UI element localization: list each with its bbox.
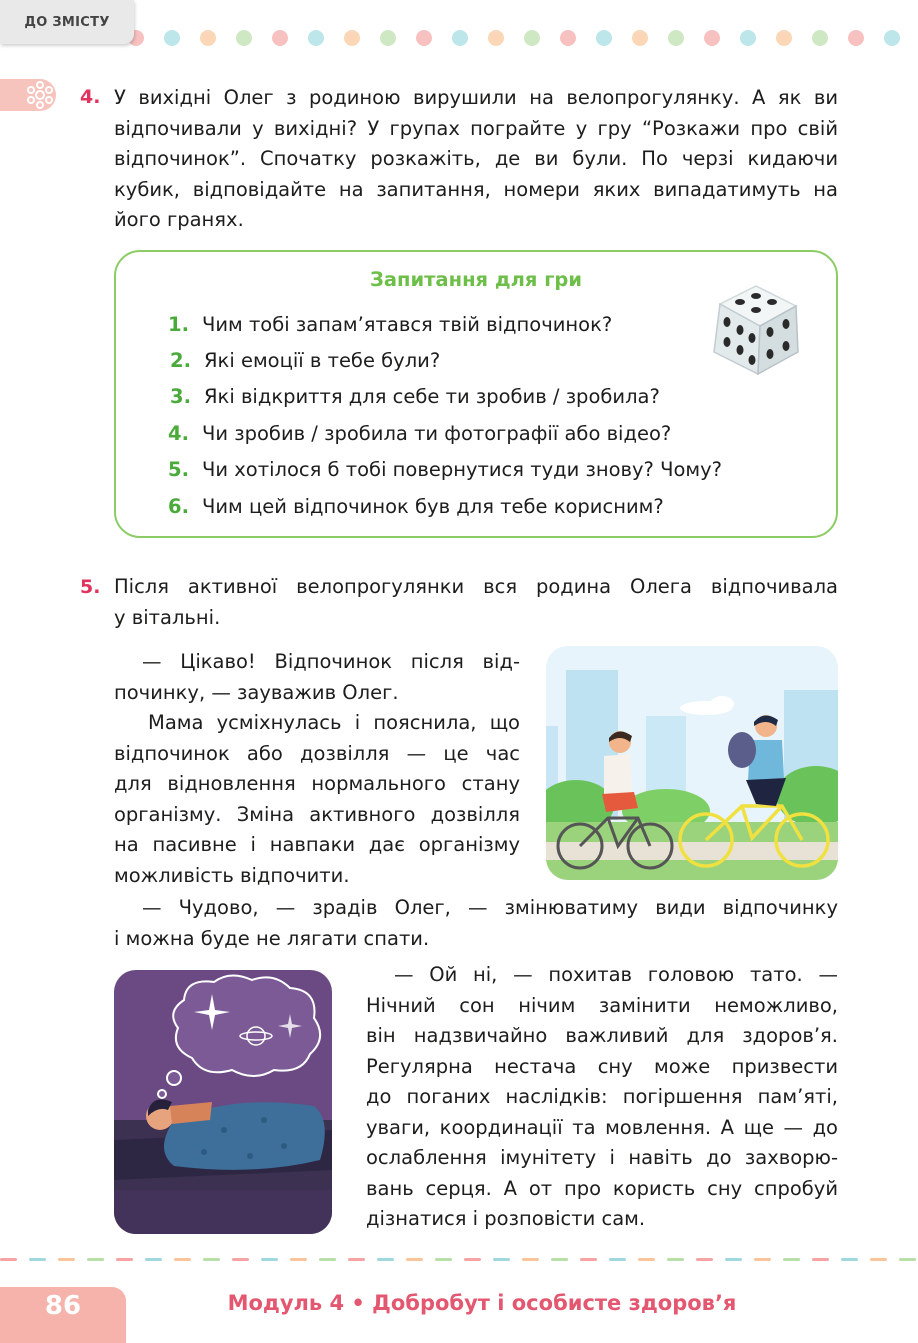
decor-dash	[638, 1258, 655, 1261]
task-4-text	[114, 83, 838, 236]
page-number: 86	[44, 1291, 82, 1321]
decor-dot	[740, 30, 756, 46]
decor-dot	[668, 30, 684, 46]
decor-dash	[725, 1258, 742, 1261]
text-line: він надзвичайно важливий для здоров’я.	[366, 1024, 838, 1047]
decor-dash	[493, 1258, 510, 1261]
cycling-illustration	[546, 646, 838, 880]
module-title: Модуль 4 • Добробут і особисте здоров’я	[227, 1291, 737, 1315]
text-line: — Чудово, — зрадів Олег, — змінюватиму види відпочинку	[142, 896, 838, 919]
decor-dash	[29, 1258, 46, 1261]
text-line: ослаблення імунітету і навіть до захворю-	[366, 1146, 838, 1169]
decor-dash	[580, 1258, 597, 1261]
decor-dash	[522, 1258, 539, 1261]
decor-dash	[87, 1258, 104, 1261]
top-dots-decoration	[0, 26, 918, 50]
text-line: Нічний сон нічим замінити неможливо,	[366, 993, 838, 1017]
decor-dash	[812, 1258, 829, 1261]
decor-dash	[406, 1258, 423, 1261]
question-text: Чим цей відпочинок був для тебе корисним?	[202, 495, 664, 518]
text-line: до поганих наслідків: погіршення пам’яті,	[366, 1085, 838, 1108]
text-line: починку, — зауважив Олег.	[114, 680, 399, 704]
task-5-number: 5.	[80, 576, 101, 598]
decor-dash	[667, 1258, 684, 1261]
task-4-number: 4.	[80, 86, 101, 108]
decor-dot	[596, 30, 612, 46]
text-line: кубик, відповідайте на запитання, номери яких випадатимуть на	[114, 177, 838, 201]
decor-dash	[348, 1258, 365, 1261]
decor-dot	[632, 30, 648, 46]
question-item	[168, 495, 664, 519]
text-line: відпочинок”. Спочатку розкажіть, де ви були. По черзі кидаючи	[114, 147, 838, 170]
text-line: Після активної велопрогулянки вся родина Олега відпочивала	[114, 575, 838, 598]
text-line: — Цікаво! Відпочинок після від-	[142, 650, 520, 673]
decor-dot	[164, 30, 180, 46]
dialogue-full-width	[114, 893, 838, 954]
table-of-contents-button[interactable]: ДО ЗМІСТУ	[0, 0, 134, 44]
decor-dash	[609, 1258, 626, 1261]
text-line: дізнатися і розповісти сам.	[366, 1207, 646, 1230]
text-line: Мама усміхнулась і пояснила, що	[148, 711, 520, 734]
question-text: Чим тобі запам’ятався твій відпочинок?	[202, 313, 613, 336]
decor-dot	[812, 30, 828, 46]
question-item	[168, 313, 612, 337]
task-5-intro	[114, 572, 838, 633]
question-number: 3.	[170, 385, 191, 408]
question-number: 6.	[168, 495, 189, 518]
decor-dot	[272, 30, 288, 46]
decor-dot	[416, 30, 432, 46]
decor-dash	[261, 1258, 278, 1261]
text-line: його гранях.	[114, 208, 244, 231]
decor-dash	[174, 1258, 191, 1261]
question-number: 1.	[168, 313, 189, 336]
decor-dash	[232, 1258, 249, 1261]
decor-dash	[0, 1258, 17, 1261]
text-line: для відновлення нормального стану	[114, 772, 520, 795]
decor-dot	[884, 30, 900, 46]
sleeping-boy-illustration	[114, 970, 332, 1234]
decor-dash	[203, 1258, 220, 1261]
question-text: Чи зробив / зробила ти фотографії або відео?	[202, 422, 672, 445]
decor-dot	[344, 30, 360, 46]
question-item	[170, 385, 660, 409]
text-line: у вітальні.	[114, 605, 221, 629]
dialogue-left-column	[114, 647, 520, 891]
decor-dot	[452, 30, 468, 46]
decor-dash	[464, 1258, 481, 1261]
dice-icon	[700, 280, 808, 380]
text-line: — Ой ні, — похитав головою тато. —	[394, 963, 838, 986]
decor-dash	[58, 1258, 75, 1261]
decor-dot	[488, 30, 504, 46]
text-line: можливість відпочити.	[114, 863, 350, 887]
questions-title: Запитання для гри	[369, 268, 582, 291]
text-line: вань серця. А от про користь сну спробуй	[366, 1176, 838, 1200]
text-line: відпочинок або дозвілля — це час	[114, 741, 520, 765]
question-item	[168, 458, 722, 482]
decor-dot	[848, 30, 864, 46]
decor-dash	[899, 1258, 916, 1261]
text-line: організму. Зміна активного дозвілля	[114, 802, 520, 826]
text-line: Регулярна нестача сну може призвести	[366, 1054, 838, 1078]
decor-dot	[380, 30, 396, 46]
text-line: відпочивали у вихідні? У групах пограйте у гру “Розкажи про свій	[114, 116, 838, 140]
question-item	[170, 349, 440, 373]
decor-dash	[754, 1258, 771, 1261]
decor-dot	[560, 30, 576, 46]
dialogue-right-column	[366, 960, 838, 1235]
decor-dash	[435, 1258, 452, 1261]
text-line: на пасивне і навпаки дає організму	[114, 833, 520, 856]
decor-dot	[308, 30, 324, 46]
decor-dash	[870, 1258, 887, 1261]
text-line: У вихідні Олег з родиною вирушили на велопрогулянку. А як ви	[114, 86, 838, 109]
question-item	[168, 422, 671, 446]
question-text: Які емоції в тебе були?	[204, 349, 441, 372]
decor-dash	[145, 1258, 162, 1261]
decor-dash	[377, 1258, 394, 1261]
decor-dash	[551, 1258, 568, 1261]
decor-dash	[116, 1258, 133, 1261]
decor-dash	[290, 1258, 307, 1261]
decor-dot	[776, 30, 792, 46]
decor-dot	[236, 30, 252, 46]
decor-dash	[841, 1258, 858, 1261]
decor-dash	[696, 1258, 713, 1261]
question-text: Які відкриття для себе ти зробив / зробила?	[204, 385, 660, 408]
decor-dot	[704, 30, 720, 46]
text-line: уваги, координації та мовлення. А ще — до	[366, 1115, 838, 1139]
decor-dot	[524, 30, 540, 46]
question-number: 5.	[168, 458, 189, 481]
question-number: 4.	[168, 422, 189, 445]
decor-dash	[319, 1258, 336, 1261]
decor-dash	[783, 1258, 800, 1261]
question-text: Чи хотілося б тобі повернутися туди знову? Чому?	[202, 458, 722, 481]
decor-dot	[200, 30, 216, 46]
footer-dash-decoration	[0, 1256, 918, 1262]
people-group-icon	[0, 79, 56, 111]
question-number: 2.	[170, 349, 191, 372]
text-line: і можна буде не лягати спати.	[114, 926, 430, 950]
